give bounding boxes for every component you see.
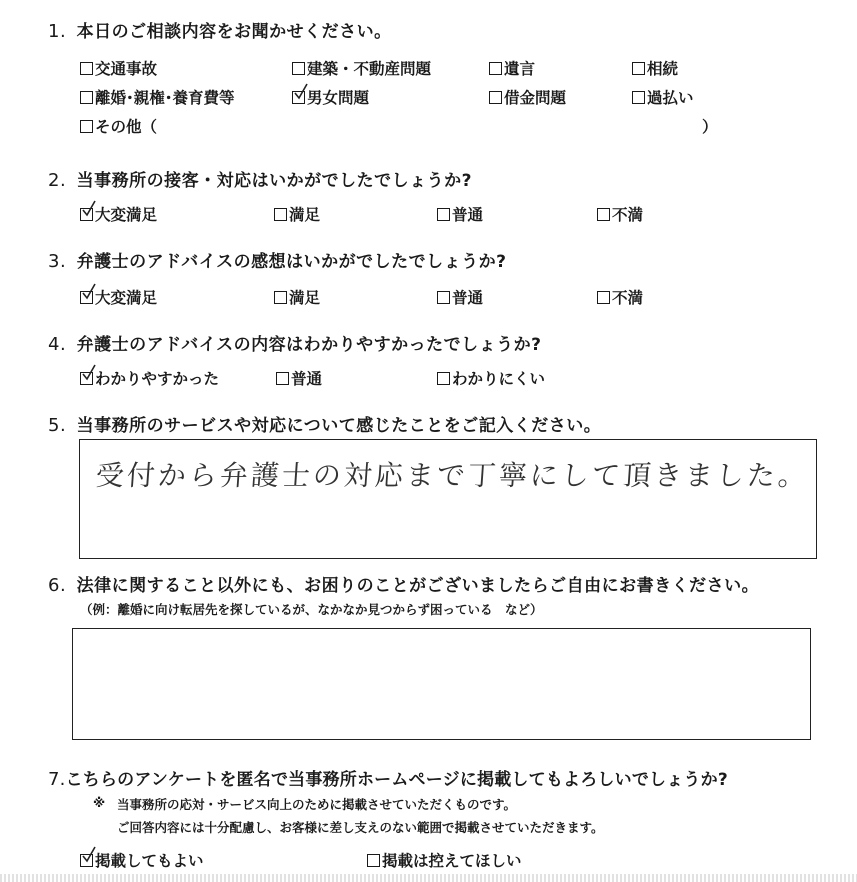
q1-option-inheritance[interactable] [632,57,678,79]
checkbox[interactable] [597,291,610,304]
checkbox[interactable] [80,120,93,133]
q7-number: 7. [48,769,66,790]
q7-heading [48,765,728,790]
q1-option-other[interactable] [80,115,157,137]
option-label: わかりにくい [452,370,546,388]
option-label: 満足 [289,206,321,224]
checkbox[interactable] [437,208,450,221]
checkbox[interactable] [632,91,645,104]
checkbox[interactable] [489,62,502,75]
q5-question: 当事務所のサービスや対応について感じたことをご記入ください。 [76,416,602,436]
option-label: 男女問題 [307,89,370,107]
q6-number: 6. [48,575,67,596]
option-label: 満足 [289,289,321,307]
q7-note-line2: ご回答内容には十分配慮し、お客様に差し支えのない範囲で掲載させていただきます。 [117,820,604,835]
q2-option-very-satisfied[interactable] [80,203,157,225]
option-label: 交通事故 [95,60,158,78]
q4-heading [48,330,541,355]
q1-option-realestate[interactable] [292,57,431,79]
option-label: 普通 [452,289,484,307]
check-mark-icon [82,283,96,301]
q2-heading [48,166,472,191]
q7-question: こちらのアンケートを匿名で当事務所ホームページに掲載してもよろしいでしょうか? [65,770,728,790]
scan-edge-artifact [0,874,857,882]
checkbox[interactable] [437,291,450,304]
option-label: 掲載してもよい [95,852,204,870]
check-mark-icon [82,364,96,382]
q2-question: 当事務所の接客・対応はいかがでしたでしょうか? [76,171,472,191]
option-label: 普通 [291,370,323,388]
q3-option-satisfied[interactable] [274,286,320,308]
option-label: その他（ [95,118,158,136]
checkbox[interactable] [274,291,287,304]
checkbox-checked[interactable] [80,291,93,304]
checkbox-checked[interactable] [292,91,305,104]
q2-option-satisfied[interactable] [274,203,320,225]
q1-option-will[interactable] [489,57,535,79]
q1-option-divorce[interactable] [80,86,235,108]
checkbox[interactable] [292,62,305,75]
option-label: 掲載は控えてほしい [382,852,522,870]
q3-option-very-satisfied[interactable] [80,286,157,308]
checkbox[interactable] [80,62,93,75]
q1-heading [48,17,392,42]
q2-option-dissatisfied[interactable] [597,203,643,225]
q7-note-mark: ※ [93,795,106,810]
checkbox[interactable] [274,208,287,221]
q1-question: 本日のご相談内容をお聞かせください。 [76,22,392,42]
q5-heading [48,411,601,436]
q7-option-allow[interactable] [80,849,204,871]
q2-option-normal[interactable] [437,203,483,225]
q1-option-traffic[interactable] [80,57,157,79]
q7-note-line1: 当事務所の応対・サービス向上のために掲載させていただくものです。 [117,797,517,812]
checkbox-checked[interactable] [80,854,93,867]
option-label: 過払い [647,89,694,107]
q4-option-hard[interactable] [437,367,545,389]
option-label: 離婚･親権･養育費等 [95,89,235,107]
checkbox-checked[interactable] [80,208,93,221]
check-mark-icon [82,200,96,218]
checkbox[interactable] [597,208,610,221]
q6-question: 法律に関すること以外にも、お困りのことがございましたらご自由にお書きください。 [76,576,760,596]
check-mark-icon [294,83,308,101]
q4-question: 弁護士のアドバイスの内容はわかりやすかったでしょうか? [76,335,542,355]
q4-option-normal[interactable] [276,367,322,389]
option-label: 遺言 [504,60,536,78]
q5-answer-box[interactable] [79,439,817,559]
q1-option-relationship[interactable] [292,86,369,108]
q3-heading [48,247,506,272]
checkbox[interactable] [489,91,502,104]
q4-option-easy[interactable] [80,367,219,389]
option-label: 大変満足 [95,206,158,224]
q6-example: （例：離婚に向け転居先を探しているが、なかなか見つからず困っている など） [80,602,543,617]
q3-option-dissatisfied[interactable] [597,286,643,308]
option-label: 不満 [612,206,644,224]
q1-number: 1. [48,21,67,42]
checkbox-checked[interactable] [80,372,93,385]
option-label: わかりやすかった [95,370,220,388]
q2-number: 2. [48,170,67,191]
checkbox[interactable] [80,91,93,104]
q1-option-overpayment[interactable] [632,86,694,108]
q1-option-debt[interactable] [489,86,566,108]
q1-other-close: ） [702,118,718,136]
q5-answer-text: 受付から弁護士の対応まで丁寧にして頂きました。 [94,459,811,492]
checkbox[interactable] [437,372,450,385]
option-label: 大変満足 [95,289,158,307]
q3-question: 弁護士のアドバイスの感想はいかがでしたでしょうか? [76,252,507,272]
checkbox[interactable] [632,62,645,75]
q7-option-decline[interactable] [367,849,522,871]
option-label: 借金問題 [504,89,567,107]
option-label: 相続 [647,60,679,78]
option-label: 不満 [612,289,644,307]
checkbox[interactable] [367,854,380,867]
q6-heading [48,571,759,596]
q4-number: 4. [48,334,67,355]
check-mark-icon [82,846,96,864]
q6-answer-box[interactable] [72,628,811,740]
option-label: 建築・不動産問題 [307,60,432,78]
option-label: 普通 [452,206,484,224]
q3-option-normal[interactable] [437,286,483,308]
q5-number: 5. [48,415,67,436]
q3-number: 3. [48,251,67,272]
checkbox[interactable] [276,372,289,385]
